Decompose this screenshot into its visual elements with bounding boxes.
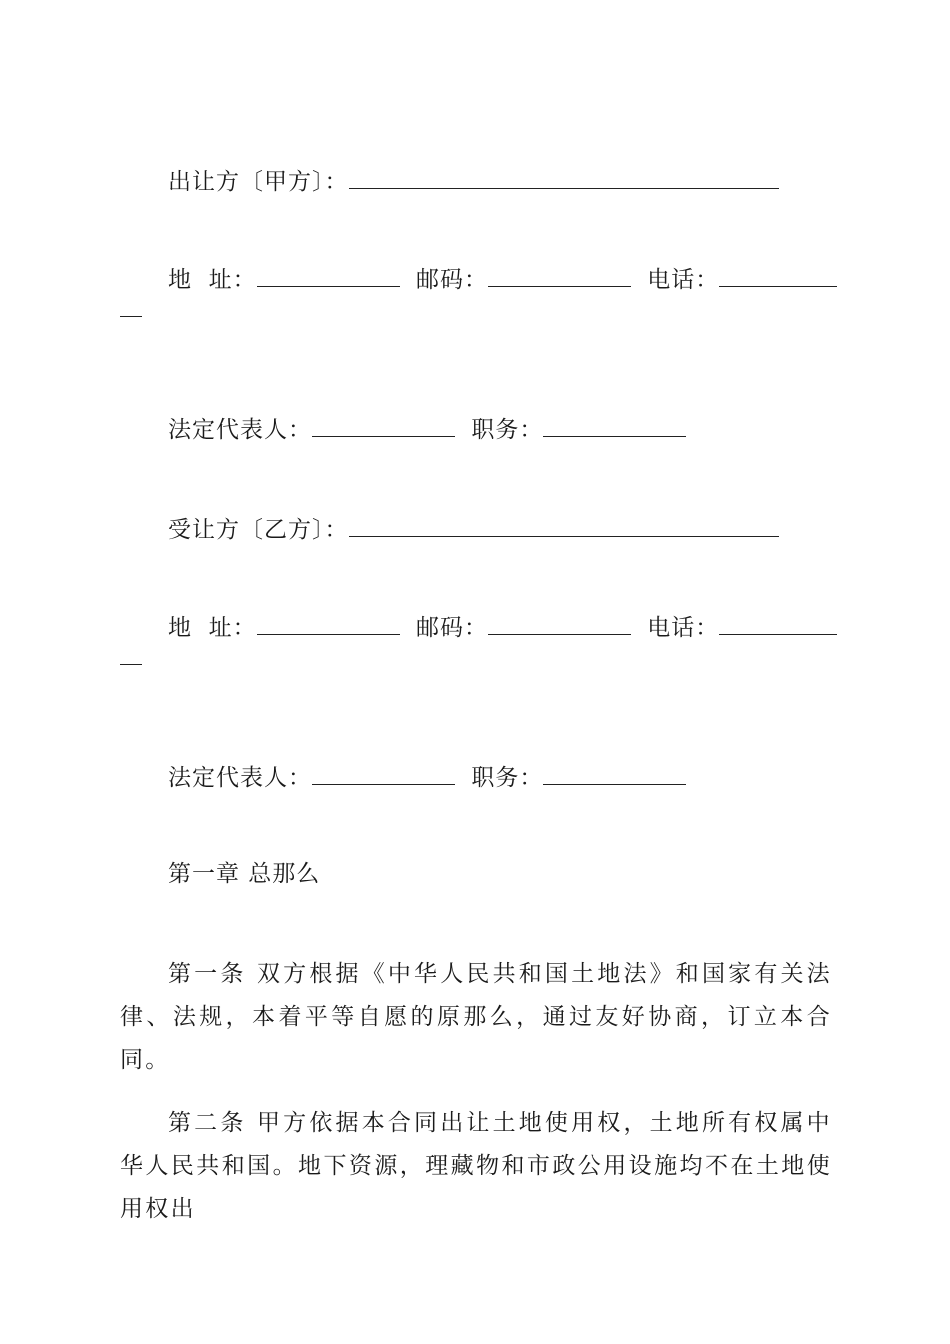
party-b-name-row xyxy=(168,514,779,544)
chapter-heading: 第一章 总那么 xyxy=(168,861,321,887)
article-1: 第一条 双方根据《中华人民共和国土地法》和国家有关法律、法规，本着平等自愿的原那么，通过友好协商，订立本合同。 xyxy=(120,961,832,1073)
party-b-phone-field-continuation xyxy=(120,664,142,665)
party-a-phone-field-continuation xyxy=(120,316,142,317)
party-b-name-field[interactable] xyxy=(349,514,779,537)
party-a-title-label: 职务： xyxy=(471,417,544,443)
party-a-title-field[interactable] xyxy=(543,414,686,437)
party-b-phone-field[interactable] xyxy=(719,612,837,635)
party-b-name-label: 受让方〔乙方〕： xyxy=(168,517,349,543)
party-b-title-label: 职务： xyxy=(471,765,544,791)
party-b-postcode-field[interactable] xyxy=(488,612,631,635)
party-a-postcode-field[interactable] xyxy=(488,264,631,287)
article-2: 第二条 甲方依据本合同出让土地使用权，土地所有权属中华人民共和国。地下资源，理藏物和市政公用设施均不在土地使用权出 xyxy=(120,1110,832,1222)
party-b-address-label: 地 址： xyxy=(168,615,257,641)
party-b-phone-label: 电话： xyxy=(647,615,720,641)
party-b-address-field[interactable] xyxy=(257,612,400,635)
party-a-address-label: 地 址： xyxy=(168,267,257,293)
party-a-name-label: 出让方〔甲方〕： xyxy=(168,169,349,195)
party-b-postcode-label: 邮码： xyxy=(415,615,488,641)
party-b-rep-field[interactable] xyxy=(312,762,455,785)
party-a-rep-row xyxy=(168,414,686,444)
party-b-title-field[interactable] xyxy=(543,762,686,785)
party-a-rep-label: 法定代表人： xyxy=(168,417,312,443)
party-b-rep-label: 法定代表人： xyxy=(168,765,312,791)
party-a-name-row xyxy=(168,166,779,196)
party-a-name-field[interactable] xyxy=(349,166,779,189)
party-a-phone-label: 电话： xyxy=(647,267,720,293)
party-a-contact-row xyxy=(168,264,837,294)
party-b-rep-row xyxy=(168,762,686,792)
party-a-phone-field[interactable] xyxy=(719,264,837,287)
party-a-postcode-label: 邮码： xyxy=(415,267,488,293)
party-b-contact-row xyxy=(168,612,837,642)
party-a-rep-field[interactable] xyxy=(312,414,455,437)
party-a-address-field[interactable] xyxy=(257,264,400,287)
